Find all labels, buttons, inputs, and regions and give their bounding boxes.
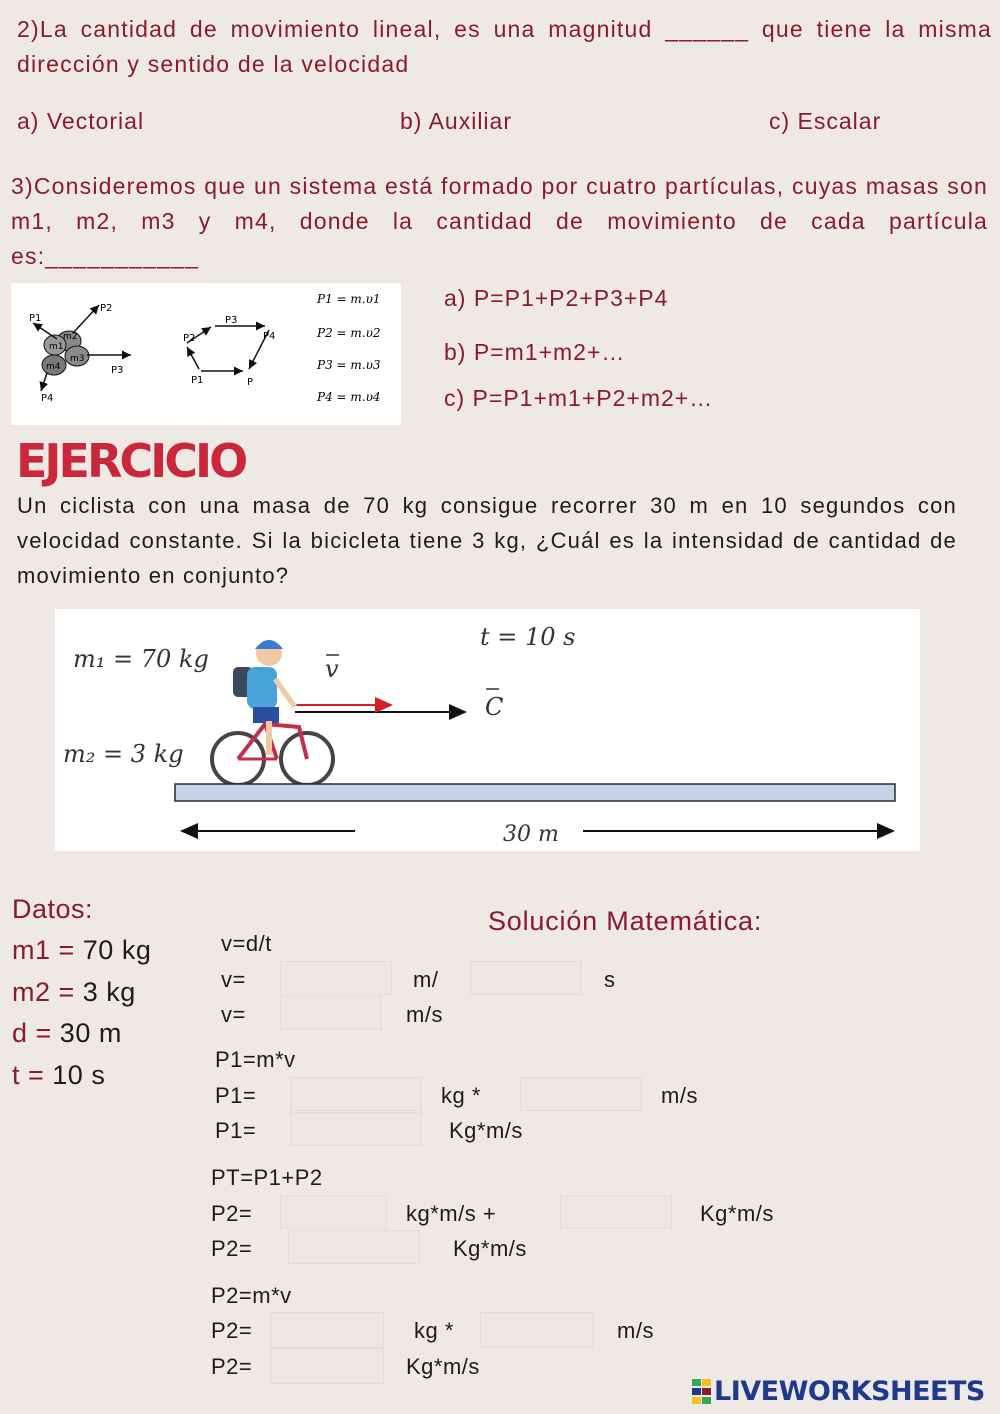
label-p4-left: P4 bbox=[41, 393, 54, 404]
datos-label: m2 = bbox=[12, 977, 83, 1007]
label-distance: 30 m bbox=[503, 822, 559, 847]
p1-label-2: P1= bbox=[215, 1118, 257, 1143]
q2-option-a[interactable]: a) Vectorial bbox=[17, 108, 145, 134]
datos-row-m1 bbox=[12, 935, 151, 966]
v-unit-s: s bbox=[604, 967, 616, 992]
datos-value: 10 s bbox=[52, 1060, 106, 1090]
datos-value: 30 m bbox=[59, 1018, 122, 1048]
p2-mass-input[interactable] bbox=[271, 1313, 383, 1347]
p1-unit-kgms: Kg*m/s bbox=[449, 1118, 523, 1143]
liveworksheets-logo bbox=[692, 1376, 985, 1407]
question-2-text: 2)La cantidad de movimiento lineal, es una magnitud ______ que tiene la misma dirección y sentido de la velocidad bbox=[17, 16, 992, 77]
q3-option-b[interactable]: b) P=m1+m2+… bbox=[444, 339, 626, 365]
cyclist-figure bbox=[55, 609, 920, 851]
p2-velocity-input[interactable] bbox=[481, 1313, 593, 1347]
pt-first-input[interactable] bbox=[281, 1196, 386, 1228]
pt-first-answer-field[interactable] bbox=[280, 1195, 387, 1229]
label-p4-poly: P4 bbox=[263, 331, 276, 342]
p2-result-answer-field[interactable] bbox=[270, 1348, 384, 1384]
question-3-text: 3)Consideremos que un sistema está formado por cuatro partículas, cuyas masas son m1, m2, m3 y m4, donde la cantidad de movimiento de cada partícula es:___________ bbox=[11, 173, 988, 269]
p1-label-1: P1= bbox=[215, 1083, 257, 1108]
pt-second-answer-field[interactable] bbox=[560, 1195, 672, 1229]
p2-formula: P2=m*v bbox=[211, 1283, 292, 1308]
pt-second-input[interactable] bbox=[561, 1196, 671, 1228]
mass-label-m4: m4 bbox=[46, 362, 61, 372]
label-p3-poly: P3 bbox=[225, 315, 238, 326]
pt-label-1: P2= bbox=[211, 1201, 253, 1226]
datos-value: 70 kg bbox=[82, 935, 152, 965]
exercise-text: Un ciclista con una masa de 70 kg consigue recorrer 30 m en 10 segundos con velocidad constante. Si la bicicleta tiene 3 kg, ¿Cuál es la intensidad de cantidad de movimiento en conjunto? bbox=[17, 493, 957, 588]
label-m1: m₁ = 70 kg bbox=[73, 645, 209, 673]
distance-answer-field[interactable] bbox=[280, 961, 392, 995]
label-p3-left: P3 bbox=[111, 365, 124, 376]
p2-unit-kg: kg * bbox=[414, 1318, 454, 1343]
exercise-title: EJERCICIO bbox=[16, 434, 246, 488]
liveworksheets-wordmark: LIVEWORKSHEETS bbox=[714, 1376, 985, 1407]
particles-figure bbox=[11, 283, 401, 425]
datos-label: m1 = bbox=[12, 935, 83, 965]
p1-unit-ms: m/s bbox=[661, 1083, 698, 1108]
equation-p2: P2 = m.υ2 bbox=[317, 326, 381, 340]
p1-unit-kg: kg * bbox=[441, 1083, 481, 1108]
pt-result-input[interactable] bbox=[289, 1231, 419, 1263]
p1-result-input[interactable] bbox=[291, 1113, 421, 1145]
label-p1-poly: P1 bbox=[191, 375, 204, 386]
label-v: v bbox=[325, 655, 339, 683]
pt-result-unit: Kg*m/s bbox=[453, 1236, 527, 1261]
p1-velocity-answer-field[interactable] bbox=[520, 1077, 642, 1111]
datos-row-m2 bbox=[12, 977, 136, 1008]
p2-result-input[interactable] bbox=[271, 1349, 383, 1383]
mass-label-m2: m2 bbox=[63, 332, 78, 342]
equation-p3: P3 = m.υ3 bbox=[317, 358, 381, 372]
label-p1-left: P1 bbox=[29, 313, 42, 324]
datos-label: t = bbox=[12, 1060, 53, 1090]
datos-title: Datos: bbox=[12, 894, 94, 924]
datos-label: d = bbox=[12, 1018, 60, 1048]
v-formula: v=d/t bbox=[221, 931, 272, 956]
distance-input[interactable] bbox=[281, 962, 391, 994]
p1-result-answer-field[interactable] bbox=[290, 1112, 422, 1146]
label-p2-left: P2 bbox=[100, 303, 113, 314]
time-input[interactable] bbox=[471, 962, 581, 994]
velocity-answer-field[interactable] bbox=[280, 996, 382, 1030]
solution-title: Solución Matemática: bbox=[488, 906, 763, 936]
q2-option-c[interactable]: c) Escalar bbox=[769, 108, 882, 134]
p2-velocity-answer-field[interactable] bbox=[480, 1312, 594, 1348]
p2-mass-answer-field[interactable] bbox=[270, 1312, 384, 1348]
q2-option-b[interactable]: b) Auxiliar bbox=[400, 108, 512, 134]
label-c: C bbox=[485, 693, 504, 721]
equation-p4: P4 = m.υ4 bbox=[317, 390, 381, 404]
v-label-1: v= bbox=[221, 967, 246, 992]
time-answer-field[interactable] bbox=[470, 961, 582, 995]
p2-unit-kgms: Kg*m/s bbox=[406, 1354, 480, 1379]
v-unit-ms: m/s bbox=[406, 1002, 443, 1027]
q3-option-c[interactable]: c) P=P1+m1+P2+m2+… bbox=[444, 385, 714, 411]
datos-row-d bbox=[12, 1018, 122, 1049]
equation-p1: P1 = m.υ1 bbox=[317, 292, 381, 306]
label-time: t = 10 s bbox=[480, 623, 576, 651]
pt-formula: PT=P1+P2 bbox=[211, 1165, 323, 1190]
p2-unit-ms: m/s bbox=[617, 1318, 654, 1343]
pt-result-answer-field[interactable] bbox=[288, 1230, 420, 1264]
liveworksheets-icon bbox=[692, 1379, 712, 1405]
p1-formula: P1=m*v bbox=[215, 1047, 296, 1072]
mass-label-m1: m1 bbox=[49, 342, 64, 352]
p1-mass-input[interactable] bbox=[291, 1078, 421, 1110]
road-bar bbox=[175, 784, 895, 801]
label-p2-poly: P2 bbox=[183, 333, 196, 344]
pt-label-2: P2= bbox=[211, 1236, 253, 1261]
p2-label-2: P2= bbox=[211, 1354, 253, 1379]
v-unit-m: m/ bbox=[413, 967, 439, 992]
p1-velocity-input[interactable] bbox=[521, 1078, 641, 1110]
velocity-input[interactable] bbox=[281, 997, 381, 1029]
pt-unit-kgms: Kg*m/s bbox=[700, 1201, 774, 1226]
mass-label-m3: m3 bbox=[70, 354, 85, 364]
label-m2: m₂ = 3 kg bbox=[63, 740, 184, 768]
pt-unit-plus: kg*m/s + bbox=[406, 1201, 497, 1226]
q3-option-a[interactable]: a) P=P1+P2+P3+P4 bbox=[444, 285, 669, 311]
v-label-2: v= bbox=[221, 1002, 246, 1027]
p1-mass-answer-field[interactable] bbox=[290, 1077, 422, 1111]
label-p-poly: P bbox=[247, 377, 254, 388]
datos-value: 3 kg bbox=[82, 977, 136, 1007]
p2-label-1: P2= bbox=[211, 1318, 253, 1343]
datos-row-t bbox=[12, 1060, 105, 1091]
